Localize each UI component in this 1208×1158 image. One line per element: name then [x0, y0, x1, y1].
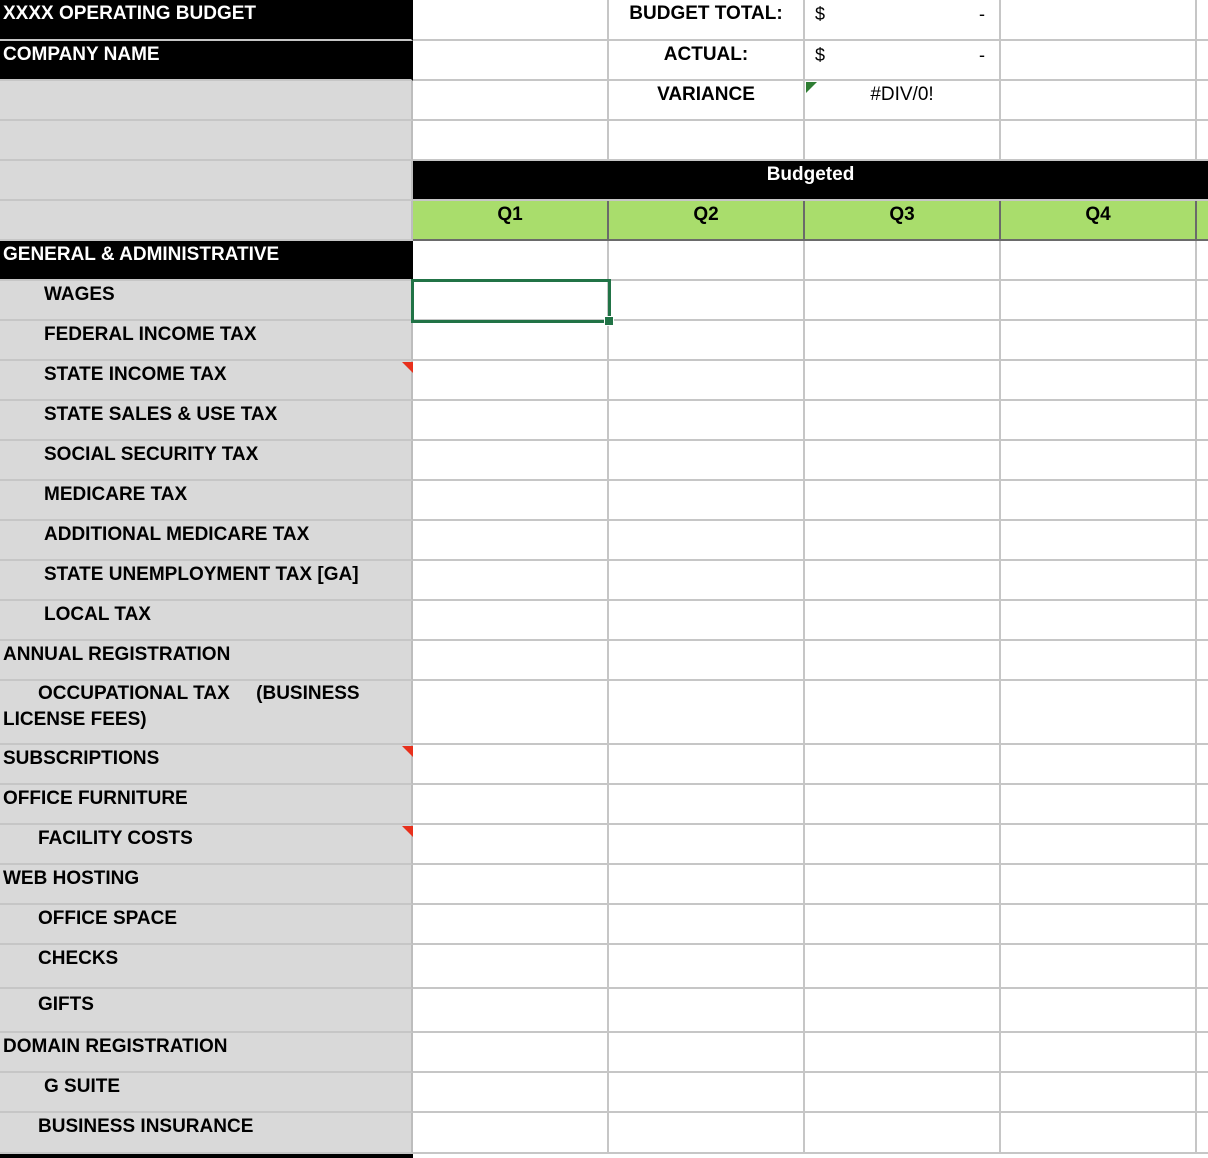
section-title: GENERAL & ADMINISTRATIVE — [3, 244, 280, 265]
row-label: LOCAL TAX — [44, 604, 151, 625]
row-label: SOCIAL SECURITY TAX — [44, 444, 259, 465]
quarter-value-cell[interactable] — [413, 825, 609, 865]
row-label-cell[interactable] — [0, 441, 413, 481]
row-label-cell[interactable] — [0, 321, 413, 361]
quarter-value-cell[interactable] — [1197, 401, 1208, 441]
quarter-value-cell[interactable] — [1197, 561, 1208, 601]
cell-f1[interactable] — [1001, 0, 1197, 41]
row-label: DOMAIN REGISTRATION — [3, 1036, 228, 1057]
cell-b5[interactable] — [0, 161, 413, 201]
quarter-value-cell[interactable] — [413, 321, 609, 361]
quarter-value-cell[interactable] — [1001, 321, 1197, 361]
quarter-label: Q1 — [497, 204, 523, 225]
quarter-value-cell[interactable] — [805, 321, 1001, 361]
quarter-value-cell[interactable] — [1001, 945, 1197, 989]
quarter-value-cell[interactable] — [805, 1033, 1001, 1073]
cell-f7[interactable] — [1001, 241, 1197, 281]
cell-c3[interactable] — [413, 81, 609, 121]
quarter-value-cell[interactable] — [805, 1073, 1001, 1113]
row-label-cell[interactable] — [0, 601, 413, 641]
quarter-value-cell[interactable] — [413, 361, 609, 401]
quarter-value-cell[interactable] — [1197, 1073, 1208, 1113]
row-label-cell[interactable] — [0, 361, 413, 401]
quarter-value-cell[interactable] — [609, 641, 805, 681]
row-label: OCCUPATIONAL TAX (BUSINESS LICENSE FEES) — [3, 683, 365, 730]
row-label: OFFICE FURNITURE — [3, 788, 188, 809]
cell-d7[interactable] — [609, 241, 805, 281]
quarter-value-cell[interactable] — [1001, 521, 1197, 561]
quarter-value-cell[interactable] — [1001, 601, 1197, 641]
row-label-cell[interactable] — [0, 825, 413, 865]
quarter-value-cell[interactable] — [609, 321, 805, 361]
quarter-value-cell[interactable] — [609, 785, 805, 825]
quarter-value-cell[interactable] — [805, 905, 1001, 945]
budget-total-label-cell[interactable] — [609, 0, 805, 41]
row-label: STATE UNEMPLOYMENT TAX [GA] — [44, 564, 359, 585]
budget-total-value-cell[interactable] — [805, 0, 1001, 41]
actual-label: ACTUAL: — [663, 44, 749, 65]
quarter-value-cell[interactable] — [413, 641, 609, 681]
quarter-value-cell[interactable] — [413, 601, 609, 641]
quarter-value-cell[interactable] — [805, 945, 1001, 989]
variance-value: #DIV/0! — [870, 84, 934, 105]
cell-b4[interactable] — [0, 121, 413, 161]
quarter-value-cell[interactable] — [609, 1073, 805, 1113]
row-label: OFFICE SPACE — [38, 908, 177, 929]
cell-e7[interactable] — [805, 241, 1001, 281]
quarter-value-cell[interactable] — [1001, 641, 1197, 681]
cell-d4[interactable] — [609, 121, 805, 161]
quarter-label: Q3 — [889, 204, 915, 225]
row-label: SUBSCRIPTIONS — [3, 748, 160, 769]
row-label-cell[interactable] — [0, 641, 413, 681]
cell-f4[interactable] — [1001, 121, 1197, 161]
quarter-value-cell[interactable] — [805, 561, 1001, 601]
quarter-header-q2[interactable] — [609, 201, 805, 241]
quarter-value-cell[interactable] — [805, 745, 1001, 785]
quarter-value-cell[interactable] — [609, 745, 805, 785]
quarter-value-cell[interactable] — [1001, 681, 1197, 745]
quarter-value-cell[interactable] — [805, 601, 1001, 641]
budgeted-header[interactable] — [413, 161, 1208, 201]
quarter-value-cell[interactable] — [609, 1033, 805, 1073]
quarter-value-cell[interactable] — [1001, 561, 1197, 601]
quarter-value-cell[interactable] — [805, 785, 1001, 825]
quarter-value-cell[interactable] — [413, 745, 609, 785]
comment-marker-icon[interactable] — [402, 362, 413, 373]
comment-marker-icon[interactable] — [402, 746, 413, 757]
quarter-value-cell[interactable] — [413, 785, 609, 825]
cell-c4[interactable] — [413, 121, 609, 161]
quarter-value-cell[interactable] — [1001, 865, 1197, 905]
quarter-value-cell[interactable] — [1001, 1033, 1197, 1073]
row-label-cell[interactable] — [0, 1073, 413, 1113]
quarter-header-q1[interactable] — [413, 201, 609, 241]
row-label-cell[interactable] — [0, 1033, 413, 1073]
quarter-value-cell[interactable] — [413, 865, 609, 905]
row-label-cell[interactable] — [0, 561, 413, 601]
quarter-value-cell[interactable] — [1001, 905, 1197, 945]
quarter-value-cell[interactable] — [1197, 945, 1208, 989]
budget-title-cell[interactable] — [0, 0, 413, 41]
row-label: ANNUAL REGISTRATION — [3, 644, 231, 665]
quarter-value-cell[interactable] — [609, 281, 805, 321]
quarter-value-cell[interactable] — [1197, 681, 1208, 745]
quarter-value-cell[interactable] — [1001, 481, 1197, 521]
quarter-value-cell[interactable] — [609, 601, 805, 641]
row-label-cell[interactable] — [0, 1113, 413, 1154]
quarter-value-cell[interactable] — [609, 361, 805, 401]
quarter-value-cell[interactable] — [1197, 361, 1208, 401]
quarter-value-cell[interactable] — [805, 401, 1001, 441]
company-name: COMPANY NAME — [3, 44, 160, 65]
quarter-value-cell[interactable] — [1197, 865, 1208, 905]
section-title-cell[interactable] — [0, 241, 413, 281]
quarter-value-cell[interactable] — [413, 1113, 609, 1154]
cell-g4[interactable] — [1197, 121, 1208, 161]
quarter-value-cell[interactable] — [1197, 825, 1208, 865]
cell-c7[interactable] — [413, 241, 609, 281]
quarter-value-cell[interactable] — [1001, 989, 1197, 1033]
quarter-value-cell[interactable] — [413, 561, 609, 601]
quarter-value-cell[interactable] — [805, 825, 1001, 865]
quarter-value-cell[interactable] — [1001, 825, 1197, 865]
quarter-label: Q4 — [1085, 204, 1111, 225]
row-label: WAGES — [44, 284, 115, 305]
actual-value-cell[interactable] — [805, 41, 1001, 81]
quarter-value-cell[interactable] — [1001, 441, 1197, 481]
quarter-header-q4[interactable] — [1001, 201, 1197, 241]
quarter-value-cell[interactable] — [609, 825, 805, 865]
quarter-value-cell[interactable] — [413, 905, 609, 945]
quarter-value-cell[interactable] — [413, 481, 609, 521]
quarter-value-cell[interactable] — [805, 681, 1001, 745]
quarter-value-cell[interactable] — [609, 945, 805, 989]
cell-g3[interactable] — [1197, 81, 1208, 121]
quarter-value-cell[interactable] — [609, 1113, 805, 1154]
budget-total-label: BUDGET TOTAL: — [629, 3, 783, 24]
quarter-value-cell[interactable] — [1197, 905, 1208, 945]
quarter-value-cell[interactable] — [1197, 321, 1208, 361]
quarter-value-cell[interactable] — [609, 441, 805, 481]
actual-currency: $ — [815, 45, 826, 65]
quarter-value-cell[interactable] — [1197, 601, 1208, 641]
quarter-value-cell[interactable] — [1001, 281, 1197, 321]
row-label-cell[interactable] — [0, 945, 413, 989]
quarter-value-cell[interactable] — [609, 865, 805, 905]
row-label-cell[interactable] — [0, 281, 413, 321]
quarter-value-cell[interactable] — [413, 521, 609, 561]
cell-g7[interactable] — [1197, 241, 1208, 281]
row-label-cell[interactable] — [0, 745, 413, 785]
quarter-value-cell[interactable] — [413, 681, 609, 745]
row-label-cell[interactable] — [0, 905, 413, 945]
quarter-value-cell[interactable] — [805, 989, 1001, 1033]
row-label: GIFTS — [38, 994, 94, 1015]
row-label-cell[interactable] — [0, 989, 413, 1033]
cell-c1[interactable] — [413, 0, 609, 41]
quarter-value-cell[interactable] — [413, 1073, 609, 1113]
quarter-value-cell[interactable] — [609, 401, 805, 441]
cell-b6[interactable] — [0, 201, 413, 241]
quarter-value-cell[interactable] — [805, 641, 1001, 681]
cell-f3[interactable] — [1001, 81, 1197, 121]
quarter-value-cell[interactable] — [805, 1113, 1001, 1154]
quarter-value-cell[interactable] — [1001, 1113, 1197, 1154]
company-name-cell[interactable] — [0, 41, 413, 81]
actual-value: - — [979, 45, 985, 65]
quarter-value-cell[interactable] — [805, 521, 1001, 561]
quarter-value-cell[interactable] — [805, 281, 1001, 321]
quarter-value-cell[interactable] — [609, 681, 805, 745]
section-bottom-border — [0, 1154, 413, 1158]
quarter-value-cell[interactable] — [1001, 1073, 1197, 1113]
quarter-value-cell[interactable] — [1197, 989, 1208, 1033]
quarter-value-cell[interactable] — [609, 561, 805, 601]
cell-b3[interactable] — [0, 81, 413, 121]
row-label: BUSINESS INSURANCE — [38, 1116, 254, 1137]
active-cell-selection[interactable] — [411, 279, 611, 323]
quarter-value-cell[interactable] — [1197, 745, 1208, 785]
row-label-cell[interactable] — [0, 481, 413, 521]
budget-total-currency: $ — [815, 4, 826, 24]
quarter-value-cell[interactable] — [1001, 361, 1197, 401]
row-label: FEDERAL INCOME TAX — [44, 324, 257, 345]
cell-e4[interactable] — [805, 121, 1001, 161]
row-label-cell[interactable] — [0, 865, 413, 905]
variance-label-cell[interactable] — [609, 81, 805, 121]
cell-g2[interactable] — [1197, 41, 1208, 81]
quarter-value-cell[interactable] — [805, 361, 1001, 401]
quarter-value-cell[interactable] — [609, 521, 805, 561]
comment-marker-icon[interactable] — [402, 826, 413, 837]
row-label: FACILITY COSTS — [38, 828, 193, 849]
quarter-value-cell[interactable] — [1197, 441, 1208, 481]
quarter-value-cell[interactable] — [609, 905, 805, 945]
row-label-cell[interactable] — [0, 401, 413, 441]
quarter-value-cell[interactable] — [413, 1033, 609, 1073]
quarter-value-cell[interactable] — [413, 945, 609, 989]
row-label: CHECKS — [38, 948, 119, 969]
budgeted-label: Budgeted — [766, 164, 855, 185]
variance-value-cell[interactable] — [805, 81, 1001, 121]
quarter-value-cell[interactable] — [609, 989, 805, 1033]
cell-g1[interactable] — [1197, 0, 1208, 41]
quarter-label: Q2 — [693, 204, 719, 225]
quarter-header-q3[interactable] — [805, 201, 1001, 241]
quarter-value-cell[interactable] — [1001, 785, 1197, 825]
quarter-value-cell[interactable] — [805, 441, 1001, 481]
actual-label-cell[interactable] — [609, 41, 805, 81]
row-label-cell[interactable] — [0, 521, 413, 561]
quarter-value-cell[interactable] — [413, 401, 609, 441]
row-label-cell[interactable] — [0, 681, 413, 745]
quarter-value-cell[interactable] — [1197, 1033, 1208, 1073]
quarter-value-cell[interactable] — [1197, 281, 1208, 321]
quarter-value-cell[interactable] — [805, 865, 1001, 905]
quarter-value-cell[interactable] — [1197, 641, 1208, 681]
quarter-value-cell[interactable] — [1001, 745, 1197, 785]
quarter-value-cell[interactable] — [1197, 481, 1208, 521]
cell-f2[interactable] — [1001, 41, 1197, 81]
row-label: ADDITIONAL MEDICARE TAX — [44, 524, 310, 545]
quarter-value-cell[interactable] — [413, 441, 609, 481]
variance-label: VARIANCE — [657, 84, 755, 105]
error-indicator-icon[interactable] — [806, 82, 817, 93]
row-label: STATE SALES & USE TAX — [44, 404, 278, 425]
quarter-value-cell[interactable] — [1197, 785, 1208, 825]
budget-title: XXXX OPERATING BUDGET — [3, 3, 257, 24]
row-label-cell[interactable] — [0, 785, 413, 825]
fill-handle[interactable] — [604, 316, 614, 326]
row-label: WEB HOSTING — [3, 868, 140, 889]
quarter-value-cell[interactable] — [805, 481, 1001, 521]
quarter-value-cell[interactable] — [1197, 1113, 1208, 1154]
row-label: STATE INCOME TAX — [44, 364, 227, 385]
quarter-value-cell[interactable] — [1197, 521, 1208, 561]
quarter-value-cell[interactable] — [609, 481, 805, 521]
row-label: G SUITE — [44, 1076, 121, 1097]
cell-c2[interactable] — [413, 41, 609, 81]
row-label: MEDICARE TAX — [44, 484, 188, 505]
budget-total-value: - — [979, 4, 985, 24]
quarter-value-cell[interactable] — [413, 989, 609, 1033]
quarter-header-extra[interactable] — [1197, 201, 1208, 241]
quarter-value-cell[interactable] — [1001, 401, 1197, 441]
